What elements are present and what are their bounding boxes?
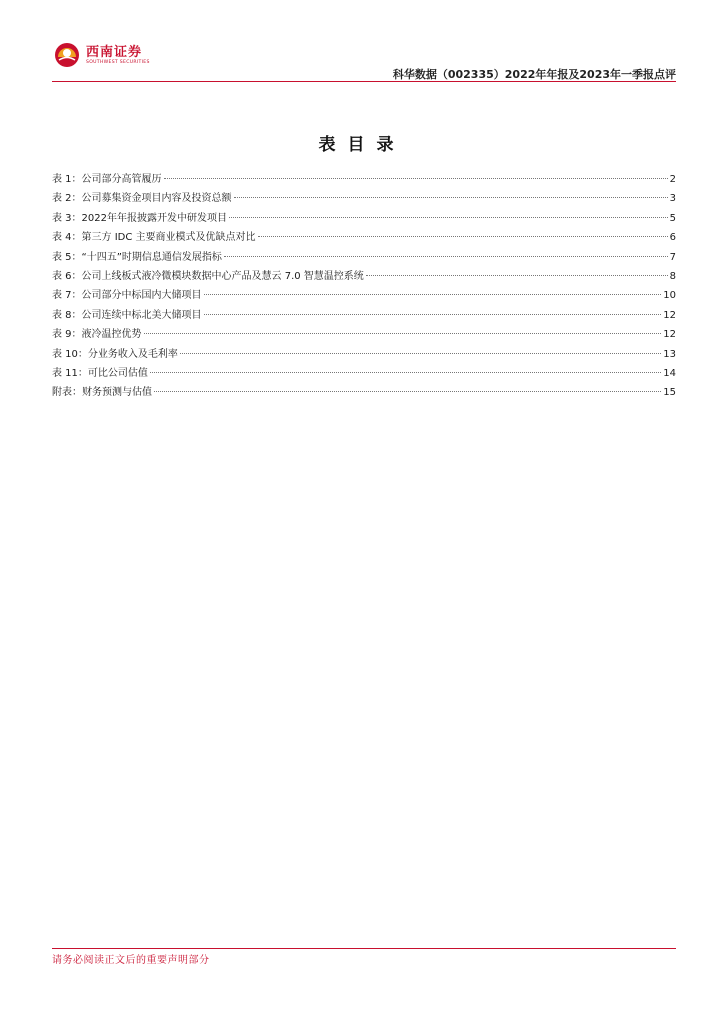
toc-entry-page: 3 (669, 193, 676, 205)
toc-entry[interactable] (52, 364, 676, 383)
table-of-tables (52, 170, 676, 403)
toc-entry-page: 13 (663, 348, 676, 360)
logo-english-name: SOUTHWEST SECURITIES (86, 59, 150, 65)
toc-entry[interactable] (52, 228, 676, 247)
toc-entry[interactable] (52, 267, 676, 286)
logo-chinese-name: 西南证券 (86, 44, 143, 60)
toc-leader-dots (144, 333, 662, 334)
toc-leader-dots (229, 217, 668, 218)
toc-leader-dots (150, 372, 661, 373)
toc-entry[interactable] (52, 286, 676, 305)
toc-entry-page: 12 (663, 309, 676, 321)
toc-entry[interactable] (52, 306, 676, 325)
toc-entry-label: 表 5：“十四五”时期信息通信发展指标 (52, 251, 222, 263)
toc-entry-label: 表 3：2022年年报披露开发中研发项目 (52, 212, 227, 224)
toc-entry[interactable] (52, 383, 676, 402)
toc-entry-label: 表 2：公司募集资金项目内容及投资总额 (52, 193, 232, 205)
toc-entry-page: 15 (663, 387, 676, 399)
disclaimer-note: 请务必阅读正文后的重要声明部分 (52, 955, 210, 966)
toc-entry[interactable] (52, 325, 676, 344)
toc-entry-page: 14 (663, 367, 676, 379)
toc-entry-page: 6 (669, 232, 676, 244)
toc-entry-page: 12 (663, 329, 676, 341)
toc-entry[interactable] (52, 248, 676, 267)
toc-leader-dots (234, 197, 668, 198)
toc-entry-label: 表 11：可比公司估值 (52, 367, 148, 379)
toc-entry[interactable] (52, 345, 676, 364)
toc-entry-page: 5 (669, 212, 676, 224)
toc-entry-page: 7 (669, 251, 676, 263)
report-title: 科华数据（002335）2022年年报及2023年一季报点评 (392, 68, 676, 81)
toc-leader-dots (204, 314, 662, 315)
toc-entry-label: 表 7：公司部分中标国内大储项目 (52, 290, 202, 302)
toc-leader-dots (154, 391, 661, 392)
footer-divider (52, 948, 676, 949)
toc-entry[interactable] (52, 209, 676, 228)
toc-entry[interactable] (52, 189, 676, 208)
toc-leader-dots (164, 178, 668, 179)
toc-entry-label: 表 6：公司上线板式液冷微模块数据中心产品及慧云 7.0 智慧温控系统 (52, 270, 364, 282)
toc-leader-dots (224, 256, 668, 257)
toc-entry[interactable] (52, 170, 676, 189)
southwest-securities-logo-icon (54, 42, 80, 68)
toc-entry-label: 附表：财务预测与估值 (52, 387, 152, 399)
toc-leader-dots (366, 275, 668, 276)
toc-entry-label: 表 8：公司连续中标北美大储项目 (52, 309, 202, 321)
toc-leader-dots (258, 236, 668, 237)
toc-entry-label: 表 9：液冷温控优势 (52, 329, 142, 341)
toc-leader-dots (180, 353, 661, 354)
header-divider (52, 81, 676, 82)
toc-leader-dots (204, 294, 662, 295)
company-logo (54, 42, 150, 68)
toc-heading: 表目录 (318, 135, 406, 155)
toc-entry-label: 表 4：第三方 IDC 主要商业模式及优缺点对比 (52, 232, 256, 244)
toc-entry-page: 8 (669, 270, 676, 282)
toc-entry-label: 表 10：分业务收入及毛利率 (52, 348, 178, 360)
toc-entry-page: 10 (663, 290, 676, 302)
page-header (52, 38, 676, 82)
toc-entry-label: 表 1：公司部分高管履历 (52, 174, 162, 185)
toc-entry-page: 2 (669, 174, 676, 185)
